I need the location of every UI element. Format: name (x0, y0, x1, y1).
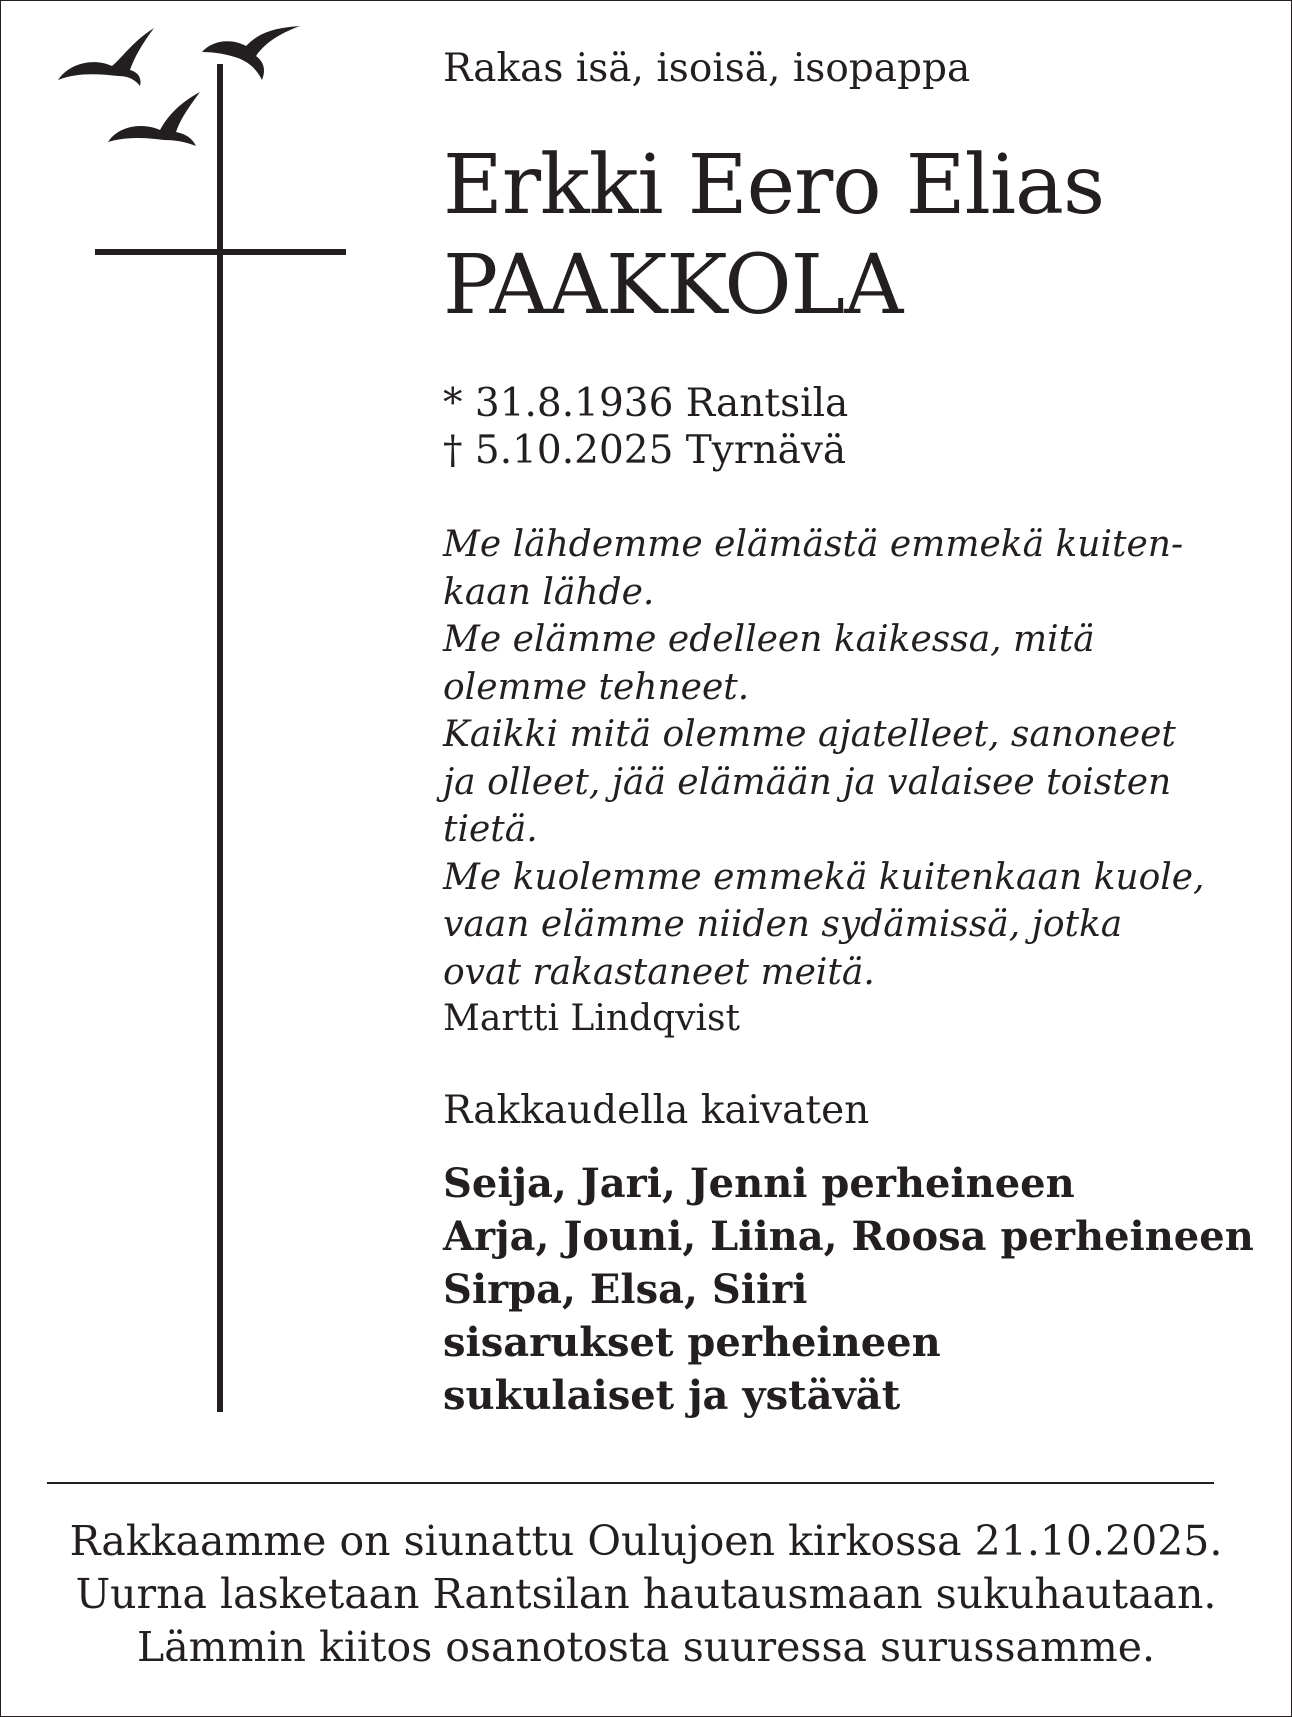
footer-line: Lämmin kiitos osanotosta suuressa surussamme. (137, 1623, 1155, 1671)
poem-line: Me elämme edelleen kaikessa, mitä (443, 619, 1095, 660)
poem (443, 521, 1205, 996)
mourner-line: sisarukset perheineen (443, 1319, 941, 1366)
birds-icon (50, 20, 310, 160)
mourner-line: Arja, Jouni, Liina, Roosa perheineen (443, 1213, 1254, 1260)
divider (47, 1482, 1214, 1484)
poem-line: kaan lähde. (443, 571, 655, 613)
mourner-line: Seija, Jari, Jenni perheineen (443, 1160, 1075, 1207)
poem-line: vaan elämme niiden sydämissä, jotka (443, 904, 1123, 945)
poem-line: ovat rakastaneet meitä. (443, 951, 875, 993)
poem-line: Me lähdemme elämästä emmekä kuiten- (443, 524, 1184, 565)
birth-date: * 31.8.1936 Rantsila (443, 381, 849, 426)
footer-text (0, 1515, 1292, 1674)
poem-line: ja olleet, jää elämään ja valaisee toisten (443, 761, 1172, 803)
name-last: PAAKKOLA (443, 238, 903, 333)
cross-icon (217, 64, 223, 1412)
poem-line: Me kuolemme emmekä kuitenkaan kuole, (443, 856, 1205, 898)
poem-line: Kaikki mitä olemme ajatelleet, sanoneet (443, 714, 1176, 755)
footer-line: Rakkaamme on siunattu Oulujoen kirkossa 21.10.2025. (69, 1517, 1223, 1565)
mourning-line: Rakkaudella kaivaten (443, 1088, 870, 1133)
poem-author: Martti Lindqvist (443, 998, 740, 1039)
footer-line: Uurna lasketaan Rantsilan hautausmaan sukuhautaan. (75, 1570, 1217, 1618)
cross-bar (95, 249, 346, 255)
intro-line: Rakas isä, isoisä, isopappa (443, 46, 971, 91)
life-dates (443, 380, 848, 474)
poem-line: olemme tehneet. (443, 666, 750, 708)
death-date: † 5.10.2025 Tyrnävä (443, 428, 847, 473)
mourners-list (443, 1157, 1254, 1422)
mourner-line: Sirpa, Elsa, Siiri (443, 1266, 808, 1313)
mourner-line: sukulaiset ja ystävät (443, 1372, 901, 1419)
poem-line: tietä. (443, 809, 538, 850)
name-first: Erkki Eero Elias (443, 138, 1105, 233)
deceased-name (443, 136, 1104, 336)
